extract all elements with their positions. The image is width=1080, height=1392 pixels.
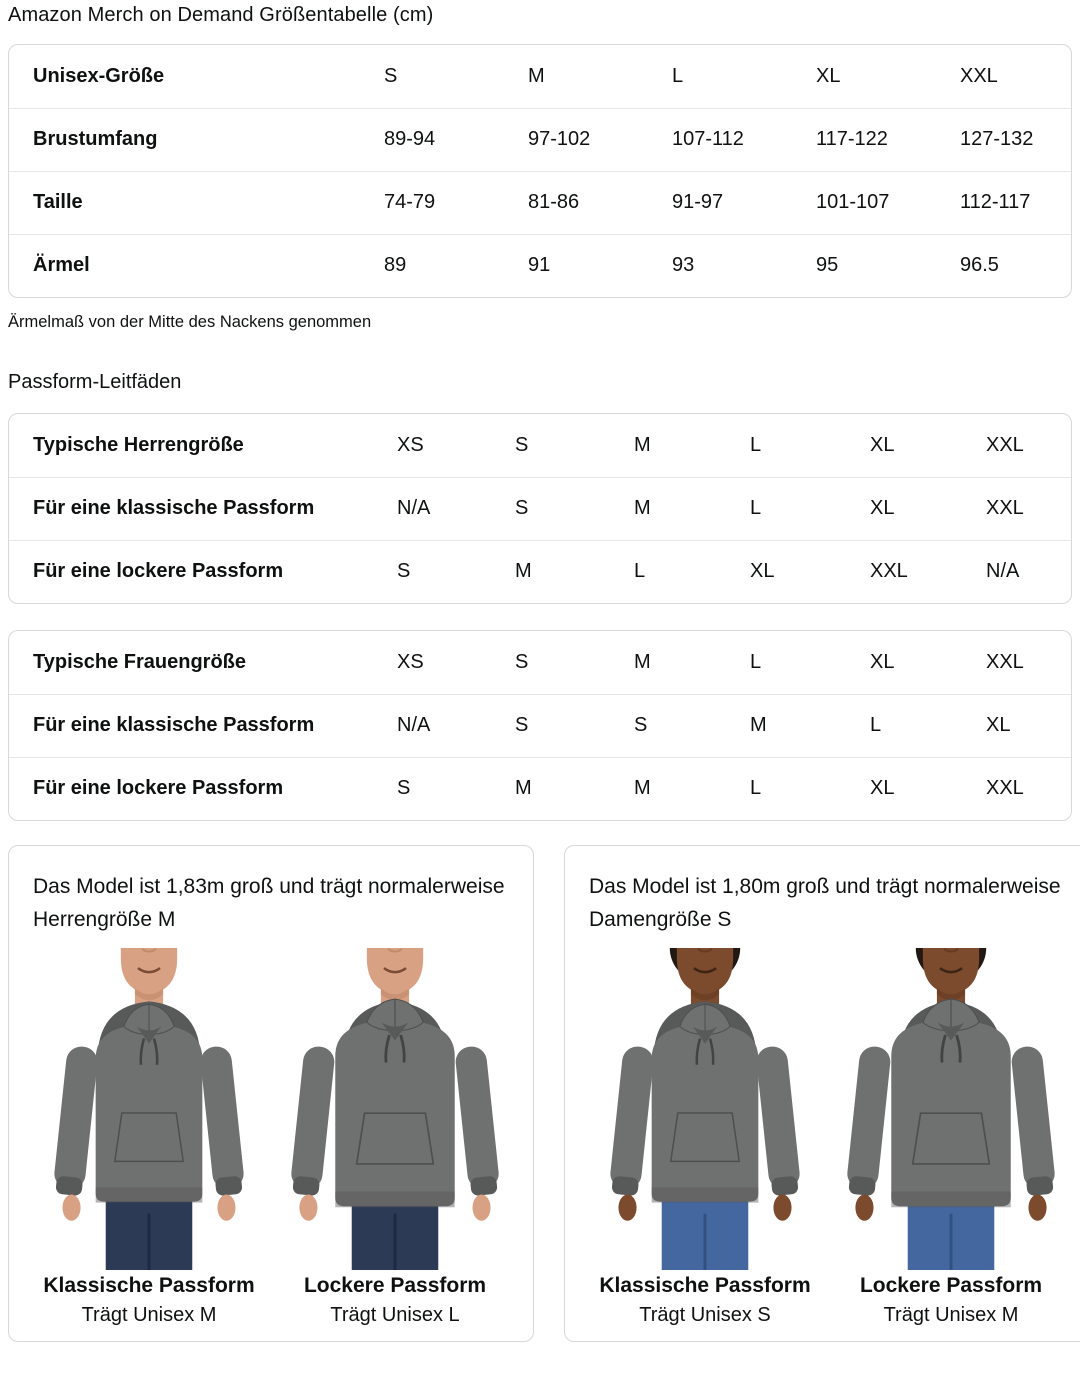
right-hand bbox=[217, 1195, 235, 1221]
column-header: XL bbox=[816, 64, 841, 87]
size-worn-label: Trägt Unisex M bbox=[81, 1304, 217, 1326]
fit-guides-heading: Passform-Leitfäden bbox=[8, 371, 182, 393]
column-header: XS bbox=[397, 433, 424, 456]
figure-caption bbox=[835, 1274, 1067, 1327]
fit-label: Lockere Passform bbox=[859, 1274, 1043, 1297]
left-sleeve bbox=[609, 1045, 655, 1221]
cell: 112-117 bbox=[960, 171, 1072, 234]
row-label: Für eine lockere Passform bbox=[9, 757, 397, 820]
cell: 91 bbox=[528, 234, 672, 297]
cell: L bbox=[750, 757, 870, 820]
cell: L bbox=[870, 694, 986, 757]
column-header: M bbox=[634, 433, 651, 456]
fit-label: Lockere Passform bbox=[303, 1274, 487, 1297]
left-hand bbox=[62, 1195, 80, 1221]
hoodie-model-illustration bbox=[279, 948, 511, 1270]
table-row bbox=[9, 540, 1071, 603]
kangaroo-pocket bbox=[913, 1113, 990, 1164]
row-label: Typische Frauengröße bbox=[33, 650, 247, 673]
hoodie-model-illustration bbox=[835, 948, 1067, 1270]
model-figures bbox=[33, 948, 511, 1327]
right-hand bbox=[773, 1195, 791, 1221]
column-header: L bbox=[672, 64, 684, 87]
cell: XL bbox=[750, 540, 870, 603]
unisex-size-table bbox=[9, 45, 1072, 297]
cell: XL bbox=[870, 757, 986, 820]
womens-model-card bbox=[564, 845, 1080, 1342]
figure-caption bbox=[589, 1274, 821, 1327]
cell: XXL bbox=[870, 540, 986, 603]
left-hand bbox=[855, 1195, 873, 1221]
cell: M bbox=[515, 757, 634, 820]
left-hand bbox=[618, 1195, 636, 1221]
mens-fit-table bbox=[9, 414, 1071, 603]
size-worn-label: Trägt Unisex S bbox=[639, 1304, 771, 1326]
kangaroo-pocket bbox=[357, 1113, 434, 1164]
column-header: XXL bbox=[960, 64, 998, 87]
cell: 74-79 bbox=[384, 171, 528, 234]
kangaroo-pocket bbox=[115, 1113, 183, 1161]
table-row bbox=[9, 477, 1071, 540]
model-figure-loose-fit bbox=[279, 948, 511, 1327]
table-row bbox=[9, 757, 1071, 820]
row-label: Für eine klassische Passform bbox=[9, 694, 397, 757]
hoodie-body bbox=[335, 999, 454, 1207]
kangaroo-pocket bbox=[671, 1113, 739, 1161]
right-hand bbox=[472, 1195, 490, 1221]
mens-fit-table-card bbox=[8, 413, 1072, 604]
cell: XXL bbox=[986, 477, 1071, 540]
cell: XL bbox=[870, 477, 986, 540]
size-table-footnote: Ärmelmaß von der Mitte des Nackens genommen bbox=[8, 313, 372, 331]
cell: 93 bbox=[672, 234, 816, 297]
cell: N/A bbox=[397, 694, 515, 757]
page-title: Amazon Merch on Demand Größentabelle (cm) bbox=[8, 4, 434, 26]
column-header: XL bbox=[870, 433, 895, 456]
womens-fit-table-card bbox=[8, 630, 1072, 821]
right-hand bbox=[1028, 1195, 1046, 1221]
cell: L bbox=[634, 540, 750, 603]
model-description: Das Model ist 1,83m groß und trägt normalerweise Herrengröße M bbox=[33, 875, 505, 931]
model-photo-loose-fit bbox=[835, 948, 1067, 1270]
table-header-row bbox=[9, 414, 1071, 477]
figure-caption bbox=[279, 1274, 511, 1327]
table-row bbox=[9, 108, 1072, 171]
model-photo-loose-fit bbox=[279, 948, 511, 1270]
cell: 89 bbox=[384, 234, 528, 297]
right-sleeve bbox=[199, 1045, 245, 1221]
column-header: S bbox=[384, 64, 398, 87]
column-header: L bbox=[750, 433, 762, 456]
cell: 95 bbox=[816, 234, 960, 297]
fit-label: Klassische Passform bbox=[43, 1274, 255, 1297]
right-sleeve bbox=[1010, 1045, 1056, 1221]
model-description: Das Model ist 1,80m groß und trägt normalerweise Damengröße S bbox=[589, 875, 1061, 931]
hoodie-body bbox=[891, 999, 1010, 1207]
column-header: S bbox=[515, 650, 529, 673]
cell: L bbox=[750, 477, 870, 540]
table-header-row bbox=[9, 631, 1071, 694]
table-header-row bbox=[9, 45, 1072, 108]
hoodie-model-illustration bbox=[33, 948, 265, 1270]
right-sleeve bbox=[454, 1045, 500, 1221]
left-sleeve bbox=[53, 1045, 99, 1221]
cell: M bbox=[634, 757, 750, 820]
cell: S bbox=[397, 540, 515, 603]
column-header: S bbox=[515, 433, 529, 456]
cell: S bbox=[515, 694, 634, 757]
cell: 101-107 bbox=[816, 171, 960, 234]
cell: M bbox=[750, 694, 870, 757]
model-figures bbox=[589, 948, 1067, 1327]
table-row bbox=[9, 171, 1072, 234]
size-chart-page bbox=[0, 4, 1080, 1342]
left-sleeve bbox=[290, 1045, 336, 1221]
left-hand bbox=[299, 1195, 317, 1221]
cell: S bbox=[515, 477, 634, 540]
column-header: XXL bbox=[986, 650, 1024, 673]
model-figure-loose-fit bbox=[835, 948, 1067, 1327]
cell: XXL bbox=[986, 757, 1071, 820]
cell: 89-94 bbox=[384, 108, 528, 171]
unisex-size-table-card bbox=[8, 44, 1072, 298]
cell: 117-122 bbox=[816, 108, 960, 171]
cell: 91-97 bbox=[672, 171, 816, 234]
model-figure-classic-fit bbox=[33, 948, 265, 1327]
table-row bbox=[9, 234, 1072, 297]
column-header: M bbox=[634, 650, 651, 673]
figure-caption bbox=[33, 1274, 265, 1327]
row-label: Für eine klassische Passform bbox=[9, 477, 397, 540]
cell: 97-102 bbox=[528, 108, 672, 171]
model-photo-classic-fit bbox=[589, 948, 821, 1270]
column-header: XS bbox=[397, 650, 424, 673]
row-label: Taille bbox=[9, 171, 384, 234]
cell: 96.5 bbox=[960, 234, 1072, 297]
row-label: Unisex-Größe bbox=[33, 64, 165, 87]
row-label: Typische Herrengröße bbox=[33, 433, 244, 456]
fit-label: Klassische Passform bbox=[599, 1274, 811, 1297]
womens-fit-table bbox=[9, 631, 1071, 820]
column-header: XXL bbox=[986, 433, 1024, 456]
cell: 81-86 bbox=[528, 171, 672, 234]
cell: XL bbox=[986, 694, 1071, 757]
size-worn-label: Trägt Unisex M bbox=[883, 1304, 1019, 1326]
row-label: Ärmel bbox=[9, 234, 384, 297]
cell: M bbox=[515, 540, 634, 603]
jeans bbox=[662, 1196, 749, 1270]
model-photo-classic-fit bbox=[33, 948, 265, 1270]
row-label: Brustumfang bbox=[9, 108, 384, 171]
jeans bbox=[106, 1196, 193, 1270]
cell: S bbox=[397, 757, 515, 820]
cell: 127-132 bbox=[960, 108, 1072, 171]
right-sleeve bbox=[755, 1045, 801, 1221]
column-header: M bbox=[528, 64, 545, 87]
column-header: XL bbox=[870, 650, 895, 673]
hoodie-model-illustration bbox=[589, 948, 821, 1270]
cell: N/A bbox=[397, 477, 515, 540]
left-sleeve bbox=[846, 1045, 892, 1221]
cell: 107-112 bbox=[672, 108, 816, 171]
size-worn-label: Trägt Unisex L bbox=[330, 1304, 460, 1326]
hoodie-body bbox=[96, 1004, 203, 1202]
cell: S bbox=[634, 694, 750, 757]
model-cards bbox=[8, 845, 1072, 1342]
row-label: Für eine lockere Passform bbox=[9, 540, 397, 603]
hoodie-body bbox=[652, 1004, 759, 1202]
cell: N/A bbox=[986, 540, 1071, 603]
mens-model-card bbox=[8, 845, 534, 1342]
table-row bbox=[9, 694, 1071, 757]
column-header: L bbox=[750, 650, 762, 673]
model-figure-classic-fit bbox=[589, 948, 821, 1327]
cell: M bbox=[634, 477, 750, 540]
